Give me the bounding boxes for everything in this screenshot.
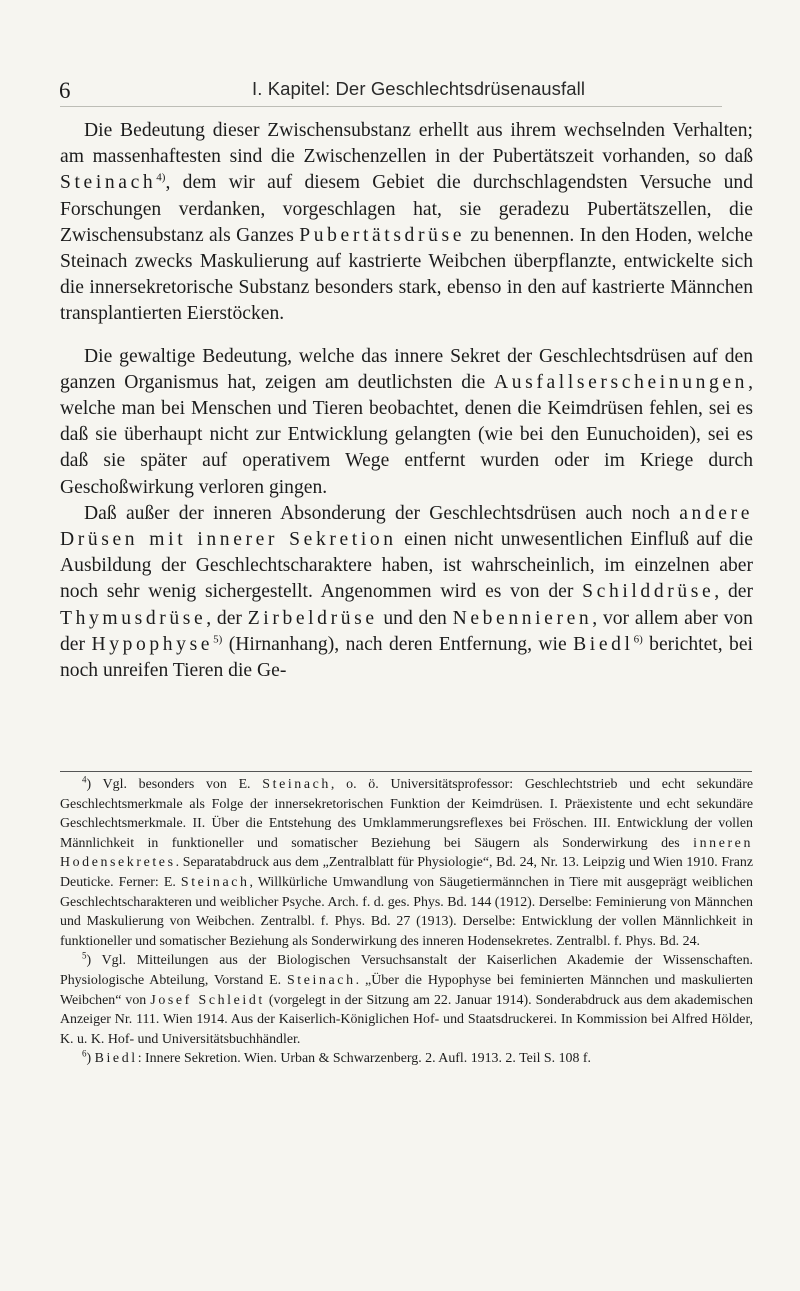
text-run: und den [377,607,453,629]
author-name: Biedl [573,633,634,655]
text-run: ) [86,1051,95,1067]
emphasized-term: Zirbeldrüse [247,607,378,629]
emphasized-term: Nebennieren [452,607,593,629]
emphasized-term: Schilddrüse [582,581,715,603]
emphasized-term: Hypophyse [91,633,214,655]
footnote-mark: 4 [82,774,87,785]
footnote-5 [60,951,753,1049]
text-run: , welche man bei Menschen und Tieren beobachtet, denen die Keimdrüsen fehlen, sei es daß sie überhaupt nicht zur Entwicklung gelangten (wie bei den Eunuchoiden), sei es daß sie später auf operativem Wege entfernt wurden oder im Kriege durch Geschoßwirkung verloren gingen. [60,371,753,498]
paragraph-andere-druesen [60,501,753,684]
paragraph-zwischensubstanz [60,118,753,328]
emphasized-term: andere Drüsen mit innerer Sekretion [60,502,753,551]
text-run: zu benennen. In den Hoden, welche Steinach zwecks Maskulierung auf kastrierte Weibchen überpflanzte, entwickelte sich die innersekretorische Substanz besonders stark, ebenso in den auf kastrierte Männchen transplantierten Eierstöcken. [60,224,753,325]
author-name: Steinach [60,172,157,194]
emphasized-term: Thymusdrüse [60,607,207,629]
emphasized-term: Ausfallserscheinungen [494,371,749,393]
running-head: I. Kapitel: Der Geschlechtsdrüsenausfall [252,78,586,99]
footnote-ref-number: 4 [156,171,162,184]
main-text [60,118,753,684]
text-run: Die gewaltige Bedeutung, welche das innere Sekret der Geschlechtsdrüsen auf den ganzen Organismus hat, zeigen am deutlichsten die [60,345,753,393]
author-name: Steinach [286,972,356,988]
emphasized-term: Pubertätsdrüse [299,224,465,246]
text-run: , der [206,607,248,629]
text-run: ) Vgl. besonders von E. [86,777,263,792]
text-run: , der [714,581,753,603]
author-name: Josef Schleidt [150,992,265,1008]
footnote-ref: 5) [213,633,223,646]
text-run: Die Bedeutung dieser Zwischensubstanz erhellt aus ihrem wechselnden Verhalten; am massenhaftesten sind die Zwischenzellen in der Pubertätszeit vorhanden, so daß [60,120,753,168]
text-run: (vorgelegt in der Sitzung am 22. Januar 1914). Sonderabdruck aus dem akademischen Anzeiger Nr. 111. Wien 1914. Aus der Kaiserlich-Königlichen Hof- und Staatsdruckerei. In Kommission bei Alfred Hölder, K. u. K. Hof- und Universitätsbuchhändler. [60,992,753,1047]
text-run: , vor allem aber von der [60,607,753,655]
text-run: . „Über die Hypophyse bei feminierten Männchen und maskulierten Weibchen“ von [60,972,753,1008]
text-run: : Innere Sekretion. Wien. Urban & Schwarzenberg. 2. Aufl. 1913. 2. Teil S. 108 f. [137,1051,592,1067]
text-run: , o. ö. Universitätsprofessor: Geschlechtstrieb und echt sekundäre Geschlechtsmerkmale als Folge der innersekretorischen Funktion der Keimdrüsen. I. Präexistente und echt sekundäre Geschlechtsmerkmale. II. Über die Entstehung des Umklammerungsreflexes bei Fröschen. III. Entwicklung der vollen Männlichkeit in funktioneller und somatischer Beziehung bei Säugern als Sonderwirkung des [60,777,753,851]
text-run: , Willkürliche Umwandlung von Säugetiermännchen in Tiere mit ausgeprägt weiblichen Geschlechtscharakteren und weiblicher Psyche. Arch. f. d. ges. Phys. Bd. 144 (1912). Derselbe: Feminierung von Männchen und Maskulierung von Weibchen. Zentralbl. f. Phys. Bd. 27 (1913). Derselbe: Entwicklung der vollen Männlichkeit in funktioneller und somatischer Beziehung als Sonderwirkung des inneren Hodensekretes. Zentralbl. f. Phys. Bd. 24. [60,874,753,949]
footnote-6 [60,1049,753,1069]
footnote-ref: 6) [633,633,643,646]
author-name: Steinach [180,874,250,890]
footnote-separator [60,771,752,772]
page-header [57,78,760,108]
footnote-mark: 6 [82,1048,87,1059]
footnote-ref-number: 6 [633,633,640,646]
author-name: Biedl [94,1051,138,1067]
author-name: Steinach [262,777,331,792]
paragraph-ausfall [60,344,753,501]
text-run: . Separatabdruck aus dem „Zentralblatt für Physiologie“, Bd. 24, Nr. 13. Leipzig und Wien 1910. Franz Deuticke. Ferner: E. [60,855,753,890]
text-run: Daß außer der inneren Absonderung der Geschlechtsdrüsen auch noch [84,502,680,524]
text-run: berichtet, bei noch unreifen Tieren die Ge- [60,633,753,682]
page-number: 6 [59,78,71,103]
text-run: ) Vgl. Mitteilungen aus der Biologischen Versuchsanstalt der Kaiserlichen Akademie der Wissenschaften. Physiologische Abteilung, Vorstand E. [60,953,753,988]
text-run: einen nicht unwesentlichen Einfluß auf die Ausbildung der Geschlechtscharaktere haben, ist wahrscheinlich, im einzelnen aber noch sehr wenig sichergestellt. Angenommen wird es von der [60,529,753,603]
header-rule [60,106,722,107]
footnote-ref: 4) [156,171,166,184]
footnote-ref-number: 5 [213,633,219,646]
emphasized-term: inneren Hodensekretes [60,835,753,871]
footnote-mark: 5 [82,950,87,961]
footnotes [60,775,753,1069]
text-run: (Hirnanhang), nach deren Entfernung, wie [222,633,574,655]
text-run: , dem wir auf diesem Gebiet die durchschlagendsten Versuche und Forschungen verdanken, vorgeschlagen hat, sie geradezu Pubertätszellen, die Zwischensubstanz als Ganzes [60,172,753,246]
footnote-4 [60,775,753,951]
